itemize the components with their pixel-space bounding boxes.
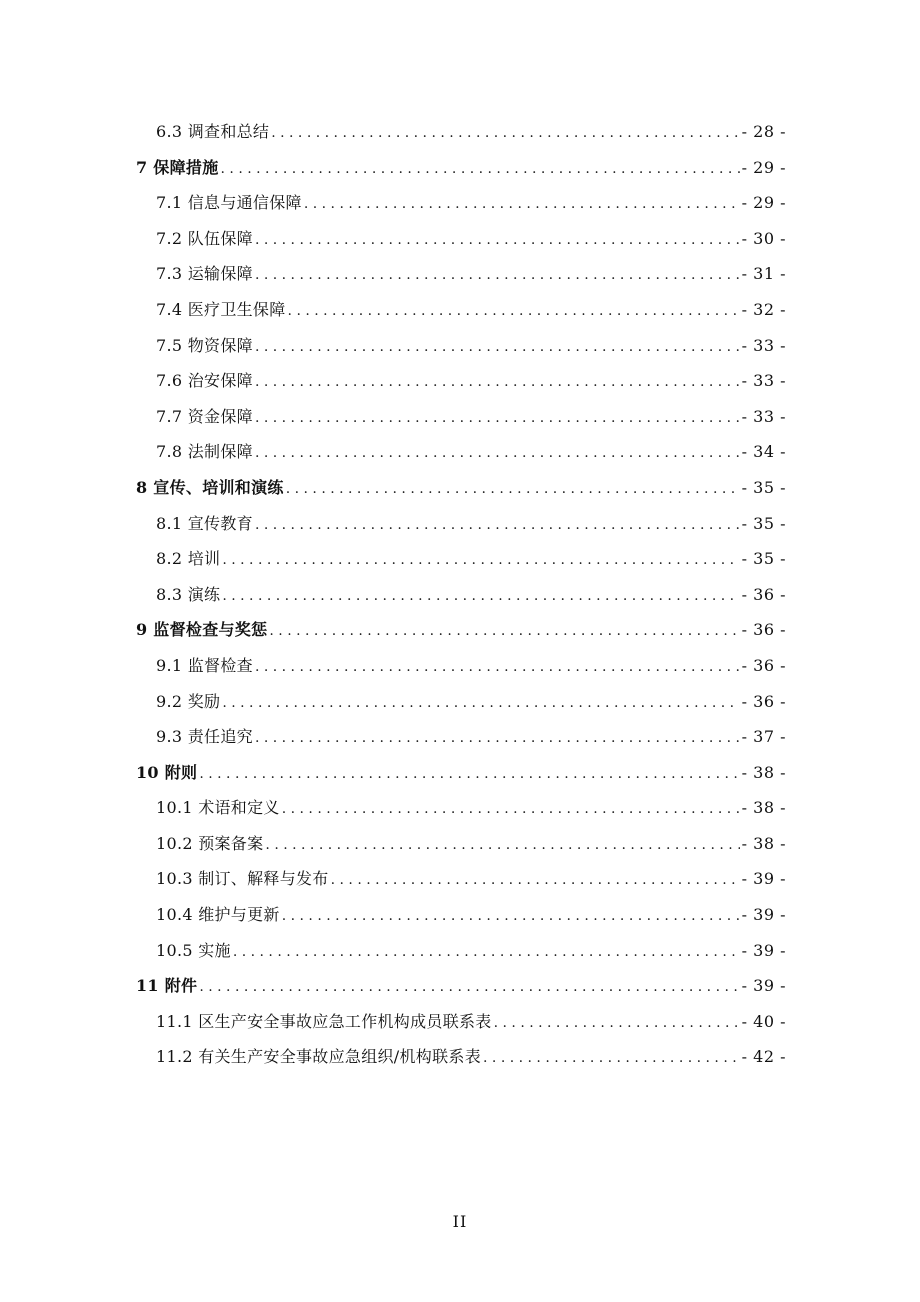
- toc-entry-label: 7.3 运输保障: [156, 264, 253, 284]
- toc-entry-label: 10.2 预案备案: [156, 833, 264, 853]
- toc-section-entry[interactable]: [136, 684, 786, 720]
- toc-entry-page: - 36 -: [741, 655, 786, 675]
- toc-entry-page: - 29 -: [741, 157, 786, 177]
- toc-dot-leader: [255, 223, 740, 259]
- table-of-contents: [136, 114, 786, 1075]
- toc-entry-page: - 38 -: [741, 762, 786, 782]
- toc-entry-page: - 35 -: [741, 477, 786, 497]
- toc-entry-page: - 32 -: [741, 299, 786, 319]
- toc-entry-page: - 29 -: [741, 193, 786, 213]
- toc-entry-label: 11.2 有关生产安全事故应急组织/机构联系表: [156, 1047, 482, 1067]
- toc-entry-label: 8.3 演练: [156, 584, 221, 604]
- toc-section-entry[interactable]: [136, 363, 786, 399]
- toc-entry-label: 7.5 物资保障: [156, 335, 253, 355]
- toc-entry-page: - 39 -: [741, 976, 786, 996]
- toc-section-entry[interactable]: [136, 1004, 786, 1040]
- toc-dot-leader: [269, 614, 739, 650]
- toc-section-entry[interactable]: [136, 897, 786, 933]
- toc-entry-page: - 39 -: [741, 905, 786, 925]
- toc-entry-label: 7.2 队伍保障: [156, 228, 253, 248]
- toc-dot-leader: [222, 543, 739, 579]
- toc-section-entry[interactable]: [136, 861, 786, 897]
- toc-section-entry[interactable]: [136, 541, 786, 577]
- toc-entry-page: - 33 -: [741, 406, 786, 426]
- toc-dot-leader: [255, 258, 740, 294]
- toc-entry-label: 10.3 制订、解释与发布: [156, 869, 329, 889]
- toc-entry-label: 9.1 监督检查: [156, 655, 253, 675]
- toc-entry-label: 10 附则: [136, 762, 198, 782]
- toc-entry-label: 10.5 实施: [156, 940, 231, 960]
- toc-section-entry[interactable]: [136, 185, 786, 221]
- toc-entry-label: 7.1 信息与通信保障: [156, 193, 302, 213]
- toc-dot-leader: [255, 365, 740, 401]
- toc-entry-label: 10.1 术语和定义: [156, 798, 280, 818]
- toc-chapter-entry[interactable]: [136, 612, 786, 648]
- toc-entry-page: - 35 -: [741, 549, 786, 569]
- toc-entry-page: - 35 -: [741, 513, 786, 533]
- toc-section-entry[interactable]: [136, 1039, 786, 1075]
- toc-chapter-entry[interactable]: [136, 150, 786, 186]
- toc-entry-label: 7 保障措施: [136, 157, 219, 177]
- toc-dot-leader: [255, 330, 740, 366]
- toc-entry-page: - 36 -: [741, 620, 786, 640]
- toc-entry-page: - 33 -: [741, 371, 786, 391]
- toc-dot-leader: [282, 899, 740, 935]
- toc-entry-page: - 39 -: [741, 869, 786, 889]
- toc-dot-leader: [331, 863, 740, 899]
- toc-dot-leader: [222, 579, 739, 615]
- toc-dot-leader: [255, 436, 740, 472]
- toc-dot-leader: [255, 401, 740, 437]
- toc-dot-leader: [282, 792, 740, 828]
- toc-entry-page: - 33 -: [741, 335, 786, 355]
- toc-entry-label: 9.3 责任追究: [156, 727, 253, 747]
- toc-dot-leader: [221, 152, 740, 188]
- toc-dot-leader: [255, 721, 740, 757]
- toc-dot-leader: [255, 508, 740, 544]
- toc-entry-label: 11.1 区生产安全事故应急工作机构成员联系表: [156, 1011, 492, 1031]
- toc-section-entry[interactable]: [136, 434, 786, 470]
- toc-entry-page: - 38 -: [741, 798, 786, 818]
- toc-section-entry[interactable]: [136, 221, 786, 257]
- toc-entry-label: 9.2 奖励: [156, 691, 221, 711]
- toc-entry-page: - 37 -: [741, 727, 786, 747]
- toc-entry-label: 10.4 维护与更新: [156, 905, 280, 925]
- toc-entry-page: - 34 -: [741, 442, 786, 462]
- toc-entry-label: 7.4 医疗卫生保障: [156, 299, 286, 319]
- toc-entry-label: 11 附件: [136, 976, 198, 996]
- toc-dot-leader: [199, 757, 739, 793]
- toc-section-entry[interactable]: [136, 399, 786, 435]
- toc-section-entry[interactable]: [136, 328, 786, 364]
- toc-dot-leader: [265, 828, 739, 864]
- toc-section-entry[interactable]: [136, 506, 786, 542]
- toc-dot-leader: [222, 686, 739, 722]
- toc-dot-leader: [255, 650, 740, 686]
- toc-section-entry[interactable]: [136, 719, 786, 755]
- toc-entry-label: 8.1 宣传教育: [156, 513, 253, 533]
- toc-entry-page: - 30 -: [741, 228, 786, 248]
- toc-entry-page: - 42 -: [741, 1047, 786, 1067]
- toc-dot-leader: [288, 294, 740, 330]
- toc-entry-page: - 39 -: [741, 940, 786, 960]
- toc-dot-leader: [286, 472, 740, 508]
- toc-dot-leader: [483, 1041, 740, 1077]
- toc-chapter-entry[interactable]: [136, 470, 786, 506]
- toc-entry-label: 8 宣传、培训和演练: [136, 477, 284, 497]
- toc-section-entry[interactable]: [136, 577, 786, 613]
- toc-dot-leader: [304, 187, 740, 223]
- toc-dot-leader: [271, 116, 739, 152]
- toc-entry-label: 8.2 培训: [156, 549, 221, 569]
- toc-entry-page: - 36 -: [741, 691, 786, 711]
- toc-section-entry[interactable]: [136, 826, 786, 862]
- toc-section-entry[interactable]: [136, 256, 786, 292]
- toc-entry-page: - 31 -: [741, 264, 786, 284]
- toc-section-entry[interactable]: [136, 790, 786, 826]
- toc-chapter-entry[interactable]: [136, 968, 786, 1004]
- toc-section-entry[interactable]: [136, 114, 786, 150]
- toc-section-entry[interactable]: [136, 933, 786, 969]
- toc-entry-page: - 40 -: [741, 1011, 786, 1031]
- toc-entry-label: 7.8 法制保障: [156, 442, 253, 462]
- page-number: II: [452, 1212, 468, 1231]
- toc-entry-label: 6.3 调查和总结: [156, 122, 270, 141]
- toc-dot-leader: [233, 935, 740, 971]
- toc-dot-leader: [494, 1006, 740, 1042]
- toc-entry-page: - 28 -: [741, 122, 786, 141]
- toc-entry-label: 9 监督检查与奖惩: [136, 620, 268, 640]
- toc-entry-page: - 36 -: [741, 584, 786, 604]
- toc-entry-page: - 38 -: [741, 833, 786, 853]
- toc-section-entry[interactable]: [136, 292, 786, 328]
- toc-dot-leader: [199, 970, 739, 1006]
- toc-entry-label: 7.6 治安保障: [156, 371, 253, 391]
- toc-chapter-entry[interactable]: [136, 755, 786, 791]
- toc-section-entry[interactable]: [136, 648, 786, 684]
- toc-entry-label: 7.7 资金保障: [156, 406, 253, 426]
